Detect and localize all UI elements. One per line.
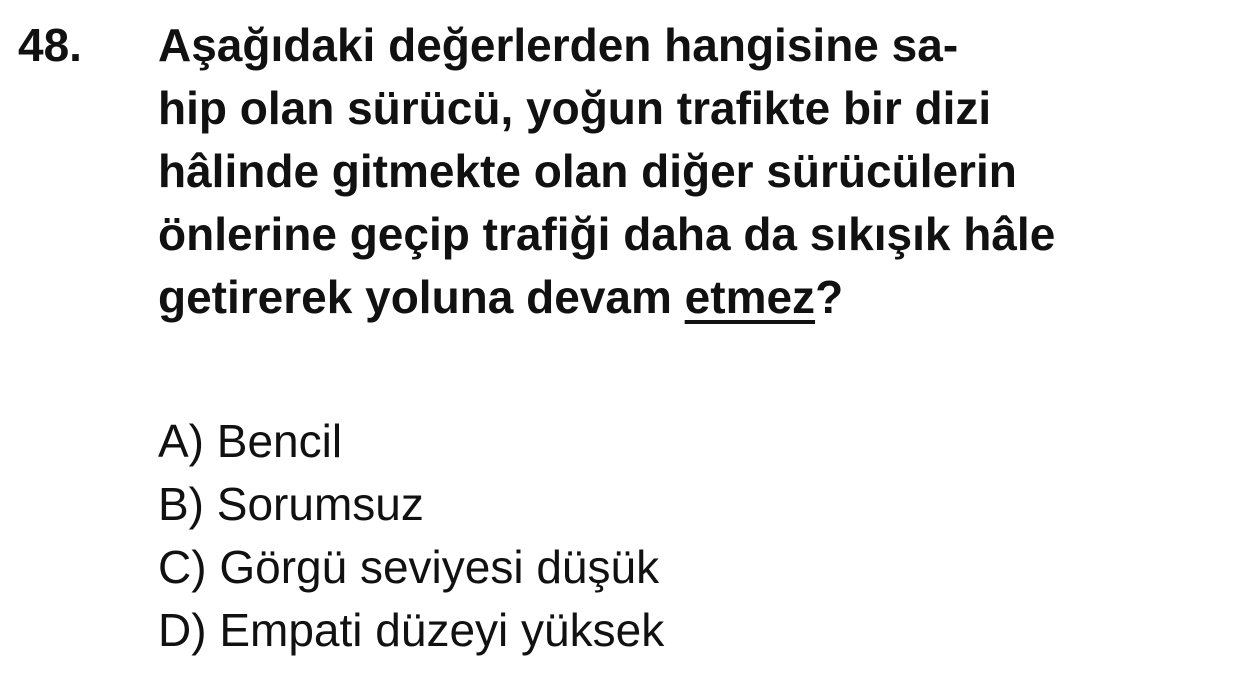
option-d-label: D)	[158, 604, 207, 656]
question-line-3: hâlinde gitmekte olan diğer sürücülerin	[158, 145, 1017, 197]
option-b-label: B)	[158, 478, 204, 530]
option-c[interactable]	[158, 536, 664, 599]
question-line-5	[158, 266, 1234, 329]
question-line-2: hip olan sürücü, yoğun trafikte bir dizi	[158, 82, 992, 134]
option-b-text: Sorumsuz	[216, 478, 424, 530]
answer-options	[158, 410, 664, 662]
option-a-text: Bencil	[216, 415, 343, 467]
negation-emphasis: etmez	[684, 271, 816, 323]
question-stem	[158, 14, 1234, 329]
question-mark: ?	[815, 271, 844, 323]
option-c-label: C)	[158, 541, 207, 593]
option-c-text: Görgü seviyesi düşük	[219, 541, 660, 593]
question-line-5-prefix: getirerek yoluna devam	[158, 271, 685, 323]
option-a[interactable]	[158, 410, 664, 473]
question-line-1: Aşağıdaki değerlerden hangisine sa-	[158, 19, 959, 71]
question-line-4: önlerine geçip trafiği daha da sıkışık hâle	[158, 208, 1056, 260]
option-d-text: Empati düzeyi yüksek	[219, 604, 665, 656]
question-number: 48.	[18, 19, 82, 71]
option-a-label: A)	[158, 415, 204, 467]
option-b[interactable]	[158, 473, 664, 536]
option-d[interactable]	[158, 599, 664, 662]
